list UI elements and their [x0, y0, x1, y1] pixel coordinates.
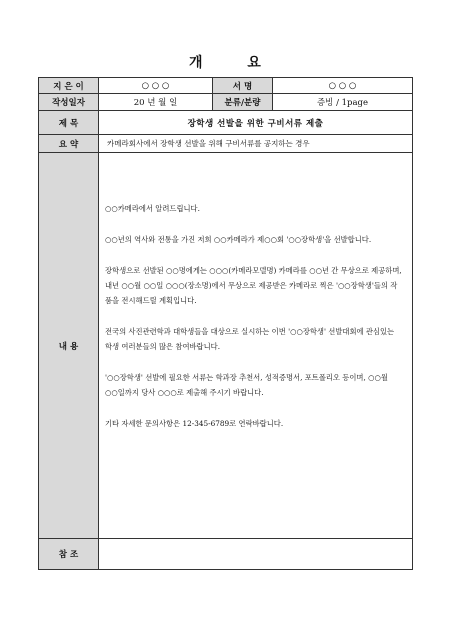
page-title: 개 요	[189, 55, 281, 71]
category-label: 분류/분량	[213, 94, 273, 111]
summary-value: 카메라회사에서 장학생 선발을 위해 구비서류를 공지하는 경우	[99, 135, 413, 153]
content-paragraph: 기타 자세한 문의사항은 12-345-6789로 연락바랍니다.	[105, 419, 284, 428]
author-label: 지 은 이	[39, 78, 99, 94]
subject-row	[39, 111, 413, 135]
reference-label: 참 조	[39, 539, 99, 570]
content-paragraph: '○○장학생' 선발에 필요한 서류는 학과장 추천서, 성적증명서, 포트폴리오 등이며, ○○월 ○○일까지 당사 ○○○로 제출해 주시기 바랍니다.	[105, 373, 388, 397]
content-paragraph: ○○년의 역사와 전통을 가진 저희 ○○카메라가 제○○회 '○○장학생'을 선발합니다.	[105, 235, 372, 244]
signature-value: ○ ○ ○	[273, 78, 413, 94]
date-row	[39, 94, 413, 111]
subject-value: 장학생 선발을 위한 구비서류 제출	[99, 111, 413, 135]
content-row	[39, 153, 413, 539]
summary-label: 요 약	[39, 135, 99, 153]
date-label: 작성일자	[39, 94, 99, 111]
summary-row	[39, 135, 413, 153]
content-paragraph: 장학생으로 선발된 ○○명에게는 ○○○(카메라모델명) 카메라를 ○○년 간 무상으로 제공하며, 내년 ○○월 ○○일 ○○○(장소명)에서 무상으로 제공받은 카메라로 찍은 '○○장학생'들의 작품을 전시해드릴 계획입니다.	[105, 266, 402, 305]
date-value: 20 년 월 일	[99, 94, 213, 111]
content-paragraph: ○○카메라에서 알려드립니다.	[105, 204, 200, 213]
author-value: ○ ○ ○	[99, 78, 213, 94]
reference-value	[99, 539, 413, 570]
reference-row	[39, 539, 413, 570]
overview-form-table	[38, 77, 413, 570]
category-value: 증빙 / 1page	[273, 94, 413, 111]
content-label: 내 용	[39, 153, 99, 539]
subject-label: 제 목	[39, 111, 99, 135]
author-row	[39, 78, 413, 94]
content-body	[99, 153, 413, 539]
content-paragraph: 전국의 사진관련학과 대학생들을 대상으로 실시하는 이번 '○○장학생' 선발대회에 관심있는 학생 여러분들의 많은 참여바랍니다.	[105, 327, 395, 351]
signature-label: 서 명	[213, 78, 273, 94]
